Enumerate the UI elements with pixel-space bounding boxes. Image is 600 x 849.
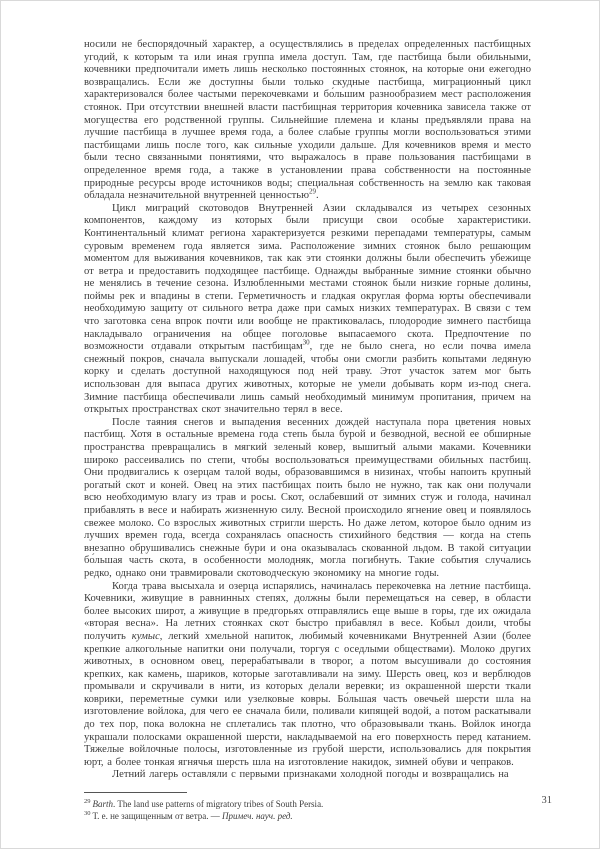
paragraph (84, 581, 531, 770)
text-run: . (316, 190, 319, 202)
text-run: кумыс (131, 630, 160, 642)
paragraph (84, 769, 531, 782)
footnote-reference: 30 (302, 338, 310, 347)
text-run: Примеч. науч. ред. (222, 811, 293, 822)
text-run: . The land use patterns of migratory tribes of South Persia. (113, 799, 324, 810)
text-run: , легкий хмельной напиток, любимый кочевниками Внутренней Азии (более крепкие алкогольные напитки они получали, торгуя с оседлыми обществами). Молоко других животных, в основном овец, перерабатывали в творог, а потом высушивали до состояния крепких, как камень, шариков, которые заготавливали на зиму. Шерсть овец, коз и верблюдов промывали и скручивали в нити, из которых делали веревки; из окрашенной шерсти ткали коврики, переметные сумки или узелковые ковры. Бо́льшая часть овечьей шерсти шла на изготовление войлока, для чего ее сначала били, поливали кипящей водой, а потом раскатывали до тех пор, пока волокна не сплетались так плотно, что образовывали ткань. Войлок иногда украшали полосками окрашенной шерсти, накладываемой на его поверхность перед катанием. Тяжелые войлочные полосы, изготовленные из грубой шерсти, использовались для покрытия юрт, а более тонкая ягнячья шерсть шла на изготовление накидок, зимней обуви и чепраков. (84, 630, 531, 768)
footnote-marker: 29 (84, 798, 91, 806)
text-block (84, 39, 531, 822)
text-run: Летний лагерь оставляли с первыми признаками холодной погоды и возвращались на (112, 769, 509, 781)
paragraph (84, 39, 531, 203)
body-text (84, 39, 531, 782)
text-run: После таяния снегов и выпадения весенних дождей наступала пора цветения новых пастбищ. Хотя в остальные времена года степь была бурой и безводной, весной ее обширные пространства превращались в мягкий зеленый ковер, вышитый алыми маками. Кочевники широко рассеивались по степи, чтобы воспользоваться преимуществами обильных пастбищ. Они продвигались к озерцам талой воды, образовавшимся в низинах, чтобы напоить крупный рогатый скот и коней. Овец на этих пастбищах поить было не нужно, так как они получали всю необходимую влагу из трав и росы. Скот, ослабевший от зимних стуж и голода, начинал прибавлять в весе и набирать жизненную силу. Весной происходило ягнение овец и появлялось свежее молоко. Со взрослых животных стригли шерсть. Но даже летом, которое было одним из лучших времен года, всегда сохранялась опасность стихийного бедствия — когда на степь внезапно обрушивались снежные бури и она оказывалась скованной льдом. В такой ситуации бо́льшая часть скота, в особенности молодняк, могла погибнуть. Такие события случались редко, однако они травмировали скотоводческую экономику на многие годы. (84, 416, 531, 579)
footnote-block (84, 792, 531, 822)
text-run: Цикл миграций скотоводов Внутренней Азии складывался из четырех сезонных компонентов, каждому из которых были присущи свои особые характеристики. Континентальный климат региона характеризуется резкими перепадами температуры, самым суровым временем года является зима. Расположение зимних стоянок было решающим моментом для выживания кочевников, так как эти стоянки должны были обеспечить убежище от ветра и предоставить подходящее пастбище. Однажды выбранные зимние стоянки обычно не менялись в течение сезона. Излюбленными местами стоянок были низкие горные долины, поймы рек и впадины в степи. Герметичность и гладкая округлая форма юрты обеспечивали необходимую защиту от сильного ветра даже при самых низких температурах. В связи с тем что заготовка сена впрок почти или вообще не практиковалась, плодородие зимнего пастбища накладывало ограничения на общее поголовье выпасаемого скота. Предпочтение по возможности отдавали открытым пастбищам (84, 202, 531, 353)
text-run: Barth (92, 799, 114, 810)
text-run: носили не беспорядочный характер, а осуществлялись в пределах определенных пастбищных угодий, к которым та или иная группа имела доступ. Там, где пастбища были обильными, кочевники предпочитали иметь лишь несколько постоянных стоянок, на которые они ежегодно возвращались. Если же доступны были только скудные пастбища, миграционный цикл характеризовался более частыми перекочевками и бо́льшим разнообразием мест расположения стоянок. При отсутствии внешней власти пастбищная территория кочевника зависела также от могущества его родственной группы. Сильнейшие племена и кланы предъявляли права на лучшие пастбища в лучшее время года, а более слабые группы могли воспользоваться этими пастбищами лишь после того, как сильные уходили дальше. Для кочевников время и место были тесно связанными понятиями, что выражалось в праве пользования пастбищами в определенное время года, а также в установлении права собственности на постоянные природные ресурсы вроде источников воды; специальная собственность на землю как таковая обладала незначительной внутренней ценностью (84, 39, 531, 202)
paragraph (84, 203, 531, 417)
paragraph (84, 417, 531, 581)
footnote-separator (84, 792, 187, 793)
text-run: , где не было снега, но если почва имела снежный покров, сначала выпускали лошадей, чтобы они смогли разбить копытами ледяную корку и сделать доступной находящуюся под ней траву. Этот участок затем мог быть использован для выпаса других животных, которые не умели добывать корм из-под снега. Зимние пастбища обеспечивали лишь самый необходимый минимум пропитания, причем на открытых пространствах скот значительно терял в весе. (84, 341, 531, 416)
footnote-marker: 30 (84, 810, 91, 818)
footnote-reference: 29 (309, 187, 317, 196)
footnote (84, 810, 531, 822)
text-run: Когда трава высыхала и озерца испарялись, начиналась перекочевка на летние пастбища. Кочевники, живущие в равнинных степях, должны были перемещаться на север, в области более высоких широт, а живущие в предгорьях отправлялись еще выше в горы, где их ожидала «вторая весна». На летних стоянках скот быстро прибавлял в весе. Кобыл доили, чтобы получить (84, 580, 531, 642)
text-run: Т. е. не защищенным от ветра. — (92, 811, 223, 822)
footnotes-list (84, 798, 531, 822)
footnote (84, 798, 531, 810)
page-number: 31 (541, 795, 552, 806)
